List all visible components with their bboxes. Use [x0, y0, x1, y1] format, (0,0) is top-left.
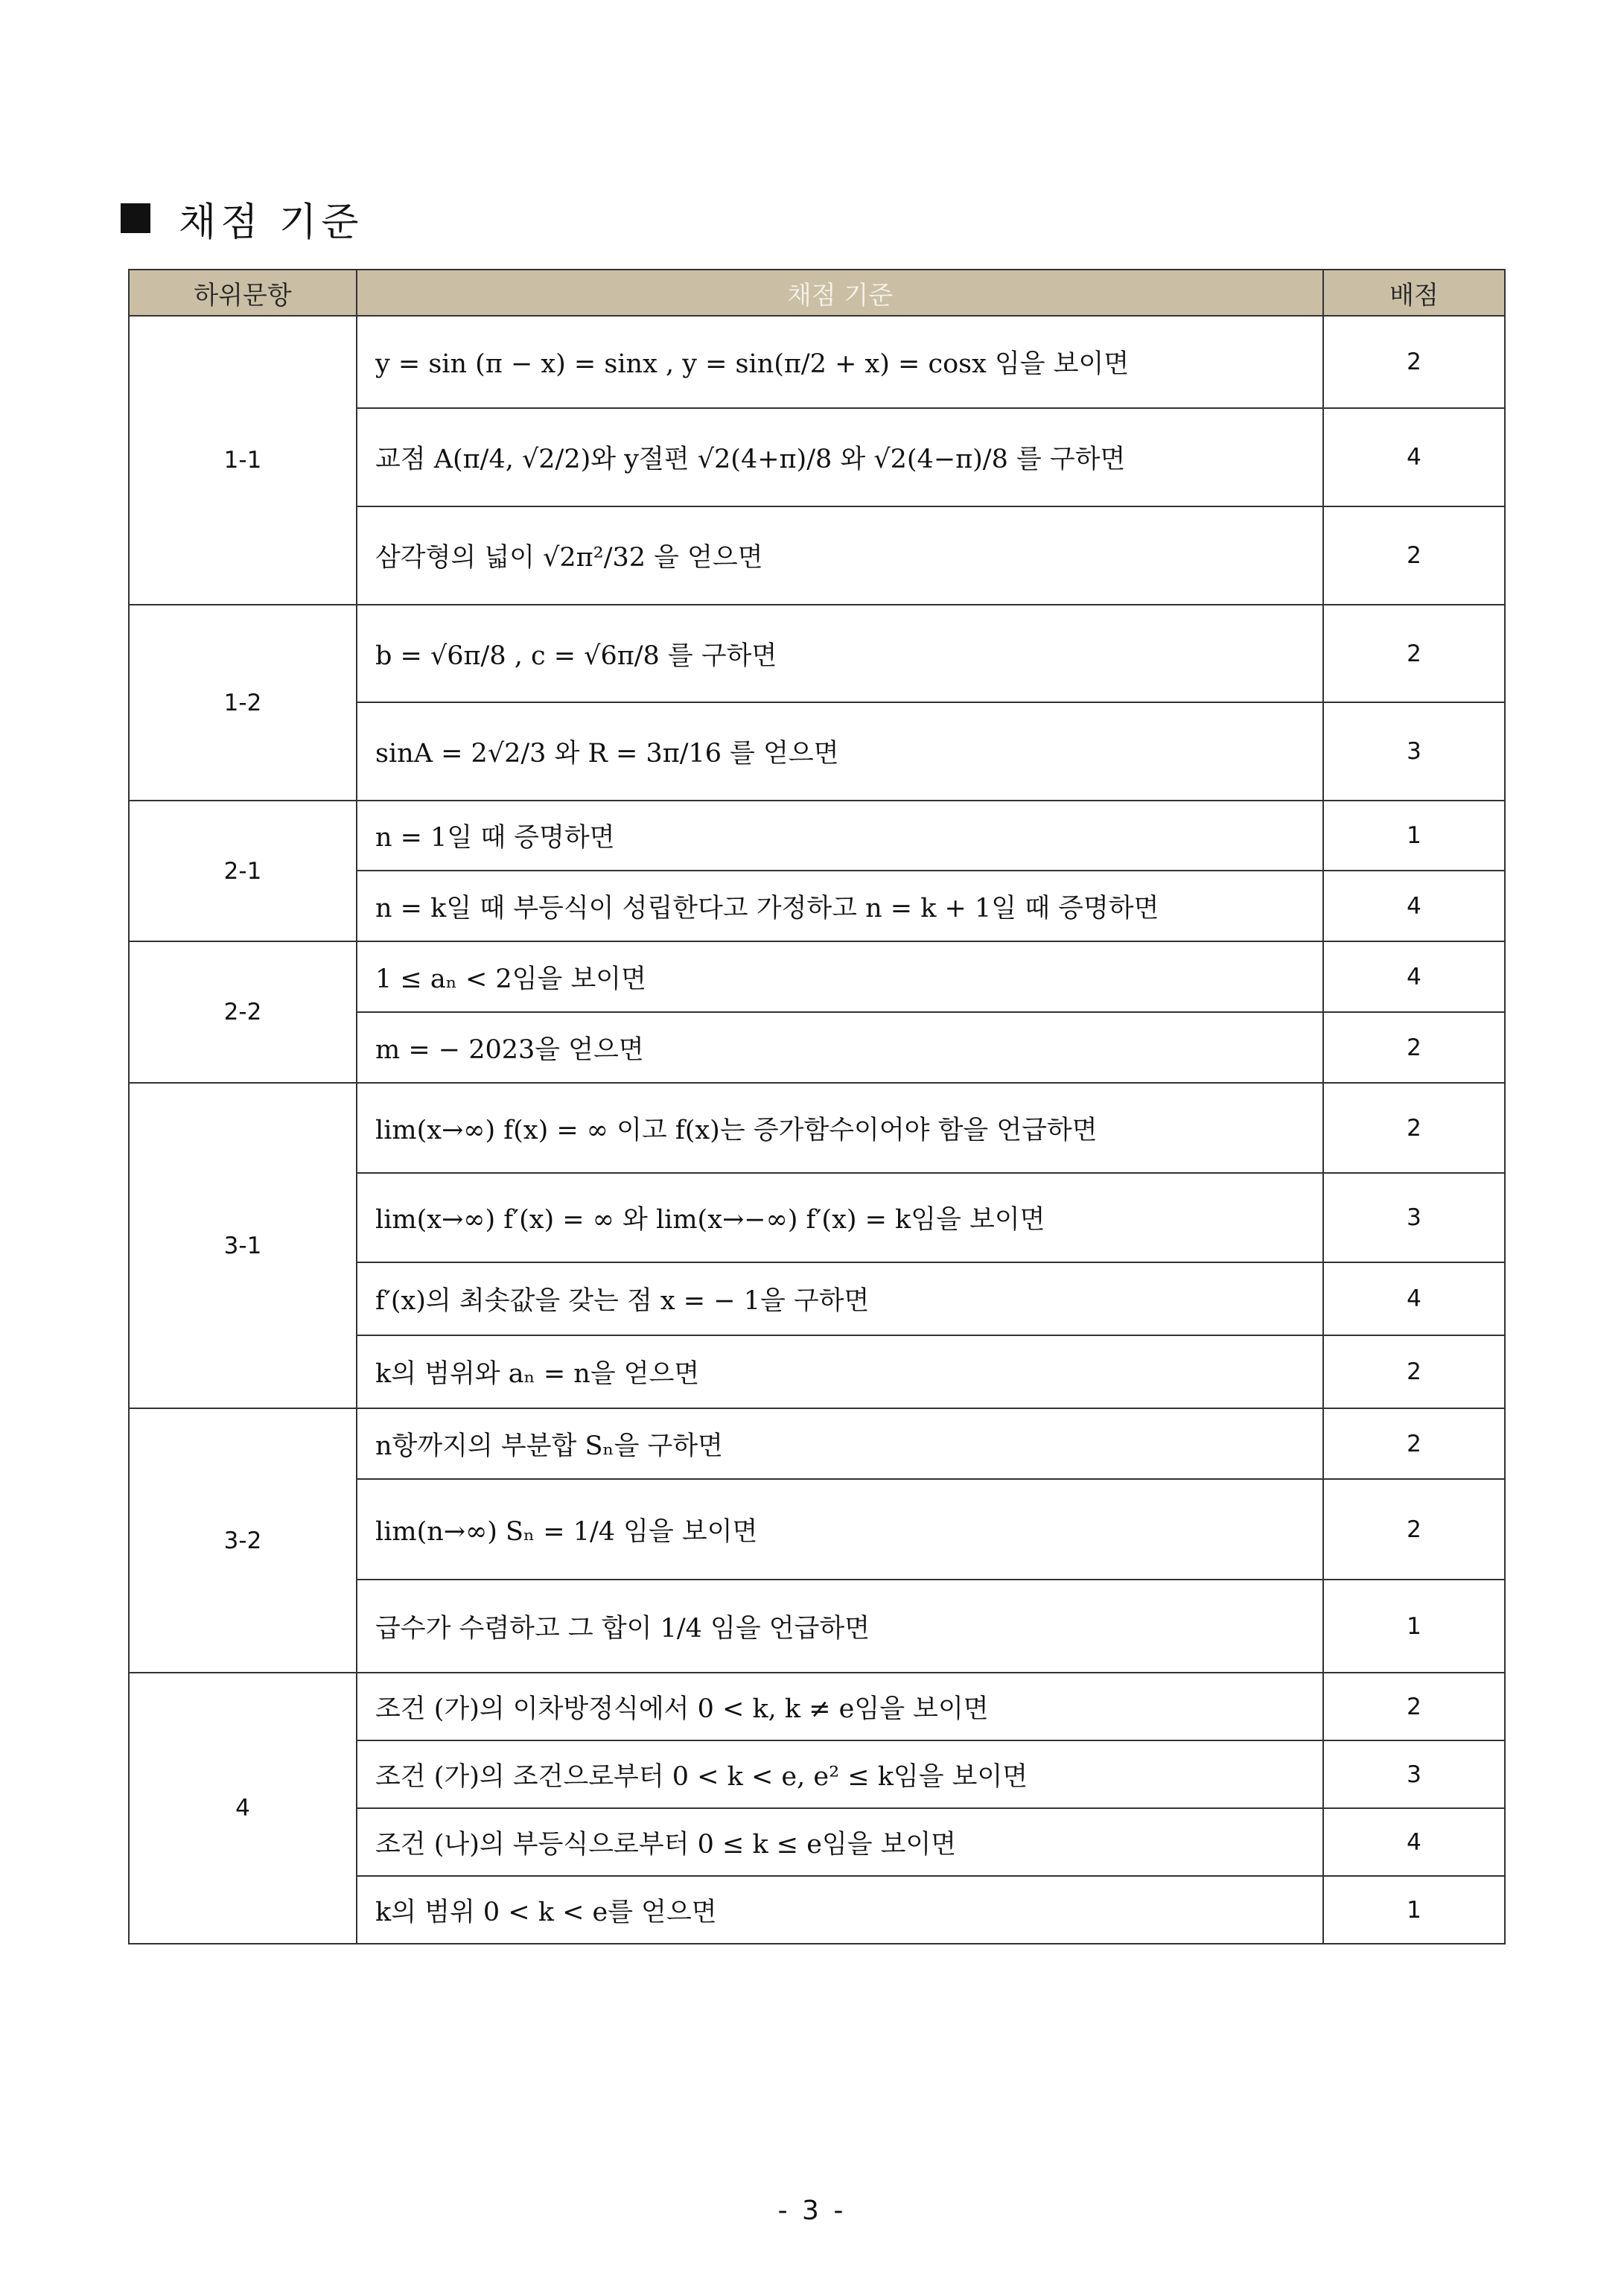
table-row — [129, 941, 1505, 1012]
table-row — [129, 1673, 1505, 1740]
subquestion-cell: 2-1 — [129, 801, 357, 941]
points-cell: 2 — [1323, 1335, 1505, 1408]
section-title: 채점 기준 — [179, 200, 363, 245]
table-row — [129, 1408, 1505, 1479]
points-cell: 3 — [1323, 702, 1505, 801]
points-cell: 4 — [1323, 1808, 1505, 1876]
header-subquestion: 하위문항 — [129, 270, 357, 316]
subquestion-cell: 1-2 — [129, 605, 357, 801]
points-cell: 2 — [1323, 506, 1505, 605]
points-cell: 2 — [1323, 316, 1505, 408]
criterion-cell: 교점 A(π/4, √2/2)와 y절편 √2(4+π)/8 와 √2(4−π)/8 를 구하면 — [357, 408, 1323, 506]
grading-criteria-table — [128, 269, 1506, 1944]
points-cell: 2 — [1323, 1012, 1505, 1083]
square-bullet-icon — [121, 203, 150, 233]
subquestion-cell: 4 — [129, 1673, 357, 1944]
criterion-cell: 조건 (가)의 조건으로부터 0 < k < e, e² ≤ k임을 보이면 — [357, 1740, 1323, 1808]
points-cell: 2 — [1323, 1408, 1505, 1479]
criterion-cell: n항까지의 부분합 Sₙ을 구하면 — [357, 1408, 1323, 1479]
criterion-cell: 급수가 수렴하고 그 합이 1/4 임을 언급하면 — [357, 1580, 1323, 1673]
points-cell: 4 — [1323, 408, 1505, 506]
criterion-cell: lim(x→∞) f′(x) = ∞ 와 lim(x→−∞) f′(x) = k임을 보이면 — [357, 1173, 1323, 1262]
points-cell: 2 — [1323, 605, 1505, 702]
criterion-cell: n = k일 때 부등식이 성립한다고 가정하고 n = k + 1일 때 증명하면 — [357, 871, 1323, 941]
points-cell: 2 — [1323, 1083, 1505, 1173]
table-header-row — [129, 270, 1505, 316]
section-heading — [121, 192, 363, 244]
header-criteria: 채점 기준 — [357, 270, 1323, 316]
criterion-cell: 1 ≤ aₙ < 2임을 보이면 — [357, 941, 1323, 1012]
header-points: 배점 — [1323, 270, 1505, 316]
table-row — [129, 1083, 1505, 1173]
criterion-cell: m = − 2023을 얻으면 — [357, 1012, 1323, 1083]
points-cell: 4 — [1323, 871, 1505, 941]
subquestion-cell: 2-2 — [129, 941, 357, 1083]
criterion-cell: lim(n→∞) Sₙ = 1/4 임을 보이면 — [357, 1479, 1323, 1580]
points-cell: 4 — [1323, 1262, 1505, 1335]
criterion-cell: f′(x)의 최솟값을 갖는 점 x = − 1을 구하면 — [357, 1262, 1323, 1335]
criterion-cell: b = √6π/8 , c = √6π/8 를 구하면 — [357, 605, 1323, 702]
criterion-cell: 삼각형의 넓이 √2π²/32 을 얻으면 — [357, 506, 1323, 605]
table-row — [129, 801, 1505, 871]
criterion-cell: y = sin (π − x) = sinx , y = sin(π/2 + x) = cosx 임을 보이면 — [357, 316, 1323, 408]
subquestion-cell: 3-1 — [129, 1083, 357, 1408]
criterion-cell: k의 범위 0 < k < e를 얻으면 — [357, 1876, 1323, 1944]
table-row — [129, 316, 1505, 408]
points-cell: 1 — [1323, 801, 1505, 871]
points-cell: 3 — [1323, 1173, 1505, 1262]
criterion-cell: 조건 (나)의 부등식으로부터 0 ≤ k ≤ e임을 보이면 — [357, 1808, 1323, 1876]
points-cell: 3 — [1323, 1740, 1505, 1808]
points-cell: 2 — [1323, 1479, 1505, 1580]
points-cell: 2 — [1323, 1673, 1505, 1740]
points-cell: 4 — [1323, 941, 1505, 1012]
subquestion-cell: 3-2 — [129, 1408, 357, 1673]
points-cell: 1 — [1323, 1876, 1505, 1944]
criterion-cell: 조건 (가)의 이차방정식에서 0 < k, k ≠ e임을 보이면 — [357, 1673, 1323, 1740]
criterion-cell: k의 범위와 aₙ = n을 얻으면 — [357, 1335, 1323, 1408]
page-number: - 3 - — [777, 2195, 847, 2226]
subquestion-cell: 1-1 — [129, 316, 357, 605]
criterion-cell: lim(x→∞) f(x) = ∞ 이고 f(x)는 증가함수이어야 함을 언급하면 — [357, 1083, 1323, 1173]
points-cell: 1 — [1323, 1580, 1505, 1673]
criterion-cell: n = 1일 때 증명하면 — [357, 801, 1323, 871]
criterion-cell: sinA = 2√2/3 와 R = 3π/16 를 얻으면 — [357, 702, 1323, 801]
table-row — [129, 605, 1505, 702]
